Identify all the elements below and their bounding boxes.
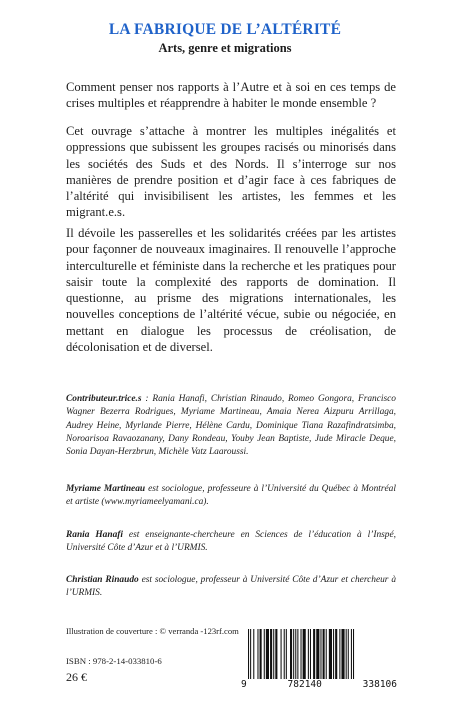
barcode-bar (293, 629, 294, 679)
barcode-bar (250, 629, 251, 679)
blurb-paragraph-1: Comment penser nos rapports à l’Autre et à soi en ces temps de crises multiples et réapprendre à habiter le monde ensemble ? (66, 80, 396, 111)
author-name: Christian Rinaudo (66, 575, 139, 585)
isbn-number: ISBN : 978-2-14-033810-6 (66, 656, 162, 666)
barcode-bar (335, 629, 337, 679)
barcode-bar (266, 629, 269, 679)
barcode-digit-group: 9 (241, 679, 247, 690)
barcode-bar (264, 629, 265, 679)
book-title: LA FABRIQUE DE L’ALTÉRITÉ (108, 21, 342, 38)
barcode-bar (341, 629, 344, 679)
author-bio-text: est sociologue, professeur à Université Côte d’Azur et chercheur à l’URMIS. (66, 575, 397, 599)
barcode-bar (346, 629, 347, 679)
author-bio (66, 574, 396, 601)
barcode-bar (308, 629, 309, 679)
author-name: Myriame Martineau (66, 484, 146, 494)
author-bio-text: est sociologue, professeure à l’Université du Québec à Montréal et artiste (www.myriameelyamani.ca). (66, 484, 396, 508)
isbn-barcode (240, 627, 398, 693)
author-name: Rania Hanafi (66, 530, 123, 540)
barcode-bar (353, 629, 354, 679)
barcode-bar (303, 629, 306, 679)
barcode-bar (313, 629, 315, 679)
barcode-bar (348, 629, 349, 679)
price: 26 € (66, 670, 87, 684)
contributors-names: : Rania Hanafi, Christian Rinaudo, Romeo Gongora, Francisco Wagner Bezerra Rodrigues, Myriame Martineau, Amaia Nerea Aizpuru Arrillaga, Audrey Heine, Myrlande Pierre, Hélène Cardu, Dominique Tiana Razafindratsimba, Noroarisoa Ravaozanany, Dany Rondeau, Youby Jean Baptiste, Jude Miracle Deque, Sonia Dayan-Herzbrun, Michèle Vatz Laaroussi. (66, 394, 396, 458)
barcode-digit-group: 338106 (362, 679, 397, 690)
barcode-bar (248, 629, 249, 679)
barcode-bar (284, 629, 285, 679)
barcode-bar (333, 629, 334, 679)
barcode-digits (240, 679, 398, 690)
barcode-bar (301, 629, 302, 679)
book-subtitle: Arts, genre et migrations (158, 41, 292, 55)
barcode-bar (310, 629, 311, 679)
barcode-bar (257, 629, 258, 679)
barcode-bar (270, 629, 272, 679)
author-bio (66, 483, 396, 510)
contributors-list (66, 393, 396, 459)
barcode-bar (326, 629, 327, 679)
barcode-bar (329, 629, 332, 679)
blurb-paragraph-3: Il dévoile les passerelles et les solidarités créées par les artistes pour façonner de nouveaux imaginaires. Il renouvelle l’approche interculturelle et féministe dans la recherche et les pratiques pour saisir toute la complexité des rapports de domination. Il questionne, au prisme des migrations internationales, les nouvelles conceptions de l’altérité vécue, subie ou négociée, en mettant en dialogue les processus de créolisation, de décolonisation et de diversel. (66, 226, 396, 355)
barcode-bar (320, 629, 321, 679)
barcode-bar (290, 629, 292, 679)
barcode-bar (295, 629, 296, 679)
barcode-bar (253, 629, 254, 679)
barcode-bars (240, 627, 398, 683)
barcode-bar (281, 629, 282, 679)
barcode-digit-group: 782140 (287, 679, 322, 690)
author-bio (66, 529, 396, 556)
cover-illustration-credit: Illustration de couverture : © verranda -123rf.com (66, 626, 239, 636)
barcode-bar (323, 629, 325, 679)
barcode-bar (275, 629, 277, 679)
barcode-bar (260, 629, 262, 679)
barcode-bar (351, 629, 352, 679)
barcode-bar (286, 629, 287, 679)
contributors-label: Contributeur.trice.s (66, 394, 142, 404)
barcode-bar (297, 629, 298, 679)
blurb-paragraph-2: Cet ouvrage s’attache à montrer les multiples inégalités et oppressions que subissent les groupes racisés ou minorisés dans les sociétés des Suds et des Nords. Il s’interroge sur nos manières de prendre position et d’agir face à ces fabriques de l’altérité qui invisibilisent les artistes, les femmes et les migrant.e.s. (66, 124, 396, 220)
barcode-bar (273, 629, 274, 679)
author-bio-text: est enseignante-chercheure en Sciences de l’éducation à l’Inspé, Université Côte d’Azur et à l’URMIS. (66, 530, 396, 554)
barcode-bar (316, 629, 319, 679)
barcode-bar (339, 629, 340, 679)
